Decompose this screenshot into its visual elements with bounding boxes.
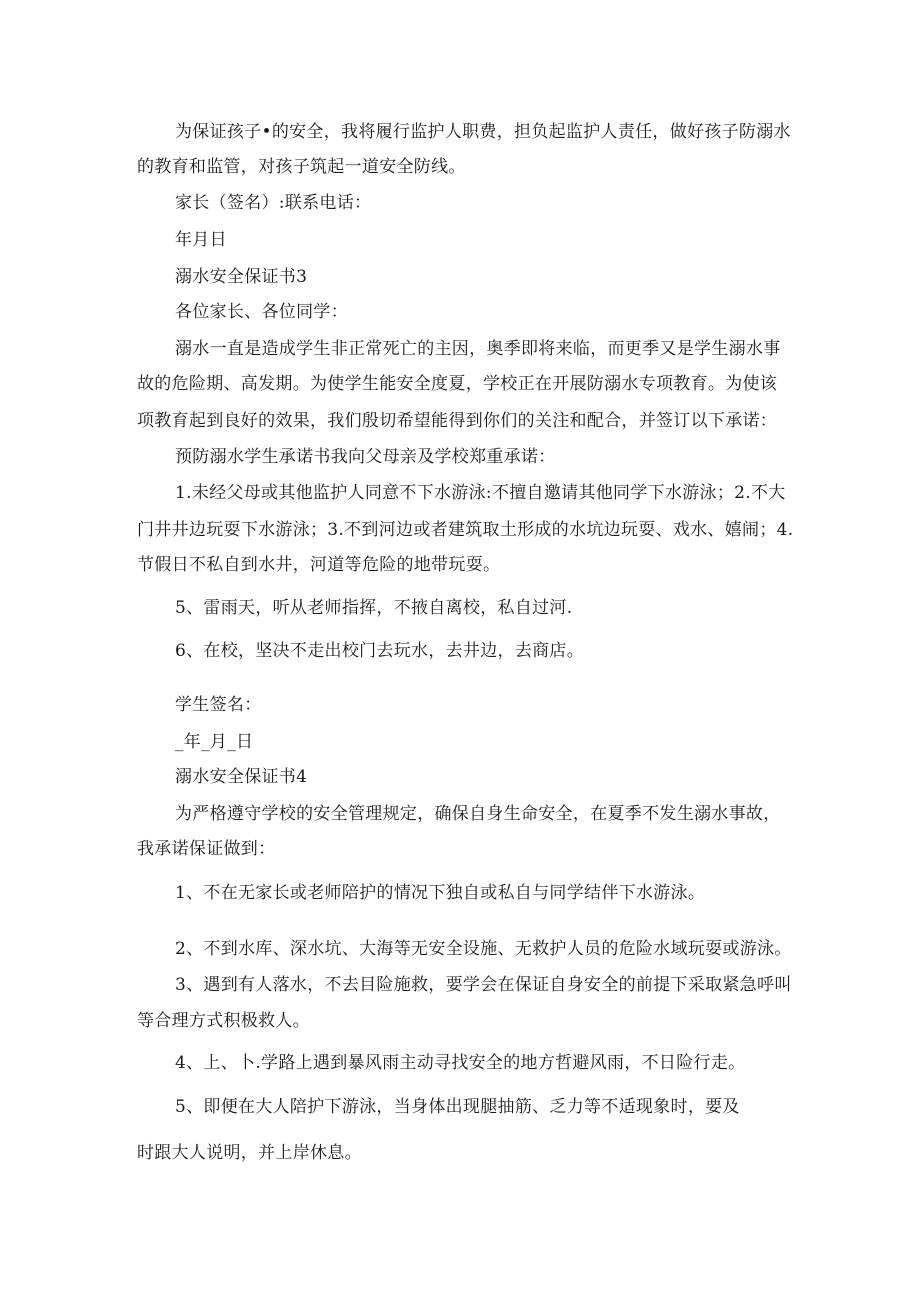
list-item: 节假日不私自到水井，河道等危险的地带玩耍。 (137, 555, 501, 575)
parent-signature-line: 家长（签名）:联系电话： (175, 193, 372, 213)
paragraph-line: 为严格遵守学校的安全管理规定，确保自身生命安全，在夏季不发生溺水事故， (175, 804, 781, 824)
list-item: 1、不在无家长或老师陪护的情况下独自或私自与同学结伴下水游泳。 (175, 883, 706, 903)
paragraph-line: 故的危险期、高发期。为使学生能安全度夏，学校正在开展防溺水专项教育。为使该 (137, 374, 778, 394)
list-item: 5、雷雨天，听从老师指挥，不掖自离校，私自过河. (175, 598, 573, 618)
paragraph-line: 的教育和监管，对孩子筑起一道安全防线。 (137, 157, 466, 177)
date-line: 年月日 (175, 230, 227, 250)
paragraph-line: 预防溺水学生承诺书我向父母亲及学校郑重承诺： (175, 447, 556, 467)
salutation: 各位家长、各位同学： (175, 302, 348, 322)
list-item: 3、遇到有人落水，不去目险施救，要学会在保证自身安全的前提下采取紧急呼叫 (175, 975, 792, 995)
list-item: 时跟大人说明，并上岸休息。 (137, 1143, 362, 1163)
list-item: 门井井边玩耍下水游泳；3.不到河边或者建筑取土形成的水坑边玩耍、戏水、嬉闹；4. (137, 520, 794, 540)
list-item: 2、不到水库、深水坑、大海等无安全设施、无救护人员的危险水域玩耍或游泳。 (175, 939, 792, 959)
section-heading: 溺水安全保证书3 (175, 267, 308, 287)
paragraph-line: 溺水一直是造成学生非正常死亡的主因，奥季即将来临，而更季又是学生溺水事 (175, 339, 781, 359)
list-item: 5、即便在大人陪护下游泳，当身体出现腿抽筋、乏力等不适现象时，要及 (175, 1097, 740, 1117)
list-item: 4、上、卜.学路上遇到暴风雨主动寻找安全的地方哲避风雨，不日险行走。 (175, 1053, 746, 1073)
list-item: 1.未经父母或其他监护人同意不下水游泳:不擅自邀请其他同学下水游泳；2.不大 (175, 483, 786, 503)
list-item: 等合理方式积极救人。 (137, 1011, 310, 1031)
list-item: 6、在校，坚决不走出校门去玩水，去井边，去商店。 (175, 641, 585, 661)
student-signature-line: 学生签名： (175, 695, 262, 715)
paragraph-line: 项教育起到良好的效果，我们殷切希望能得到你们的关注和配合，并签订以下承诺： (137, 411, 778, 431)
paragraph-line: 为保证孩子•的安全，我将履行监护人职费，担负起监护人责任，做好孩子防溺水 (175, 122, 791, 142)
section-heading: 溺水安全保证书4 (175, 767, 308, 787)
date-line: _年_月_日 (175, 732, 254, 752)
paragraph-line: 我承诺保证做到： (137, 839, 276, 859)
